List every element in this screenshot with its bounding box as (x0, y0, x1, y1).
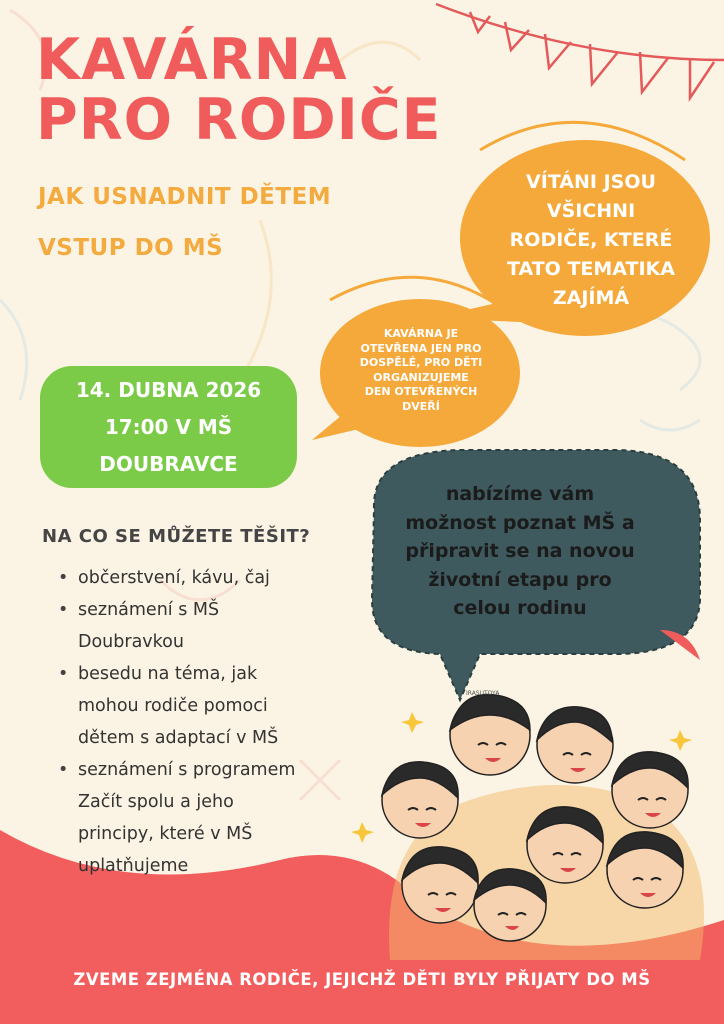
section-heading: NA CO SE MŮŽETE TĚŠIT? (42, 526, 311, 547)
list-item (78, 658, 368, 754)
bubble-line: RODIČE, KTERÉ (509, 229, 673, 251)
bubble-line: DVEŘÍ (402, 399, 440, 413)
offer-bubble-text (370, 480, 670, 623)
list-item-line: seznámení s programem (78, 760, 296, 780)
event-line: 14. DUBNA 2026 (75, 378, 262, 402)
bubble-line: připravit se na novou (405, 540, 635, 562)
subtitle-line: JAK USNADNIT DĚTEM (38, 184, 332, 210)
children-illustration (351, 694, 704, 960)
list-item-line: mohou rodiče pomoci (78, 696, 268, 716)
program-list (56, 562, 368, 882)
list-item-line: občerstvení, kávu, čaj (78, 568, 270, 588)
subtitle-line: VSTUP DO MŠ (38, 235, 224, 261)
bubble-line: DOSPĚLÉ, PRO DĚTI (359, 356, 483, 369)
event-line: 17:00 V MŠ (104, 415, 233, 439)
bubble-line: KAVÁRNA JE (383, 327, 459, 340)
list-item-line: besedu na téma, jak (78, 664, 258, 684)
bubble-line: životní etapu pro (428, 568, 612, 591)
list-item-line: principy, které v MŠ (78, 824, 253, 844)
page-subtitle (38, 172, 331, 274)
list-item-line: Začít spolu a jeho (78, 792, 234, 812)
list-item-line: uplatňujeme (78, 856, 189, 876)
bubble-line: DEN OTEVŘENÝCH (364, 385, 478, 398)
welcome-bubble-text (486, 168, 696, 313)
bubble-line: VŠICHNI (546, 200, 636, 222)
list-item-line: dětem s adaptací v MŠ (78, 728, 279, 748)
illustration-credit: IRASUTOYA (466, 690, 500, 697)
title-line: PRO RODIČE (36, 87, 442, 153)
list-item (78, 754, 368, 882)
bubble-line: VÍTÁNI JSOU (526, 171, 656, 193)
bubble-line: ORGANIZUJEME (373, 370, 469, 384)
list-item-line: Doubravkou (78, 632, 184, 652)
event-line: DOUBRAVCE (99, 452, 238, 476)
list-item-line: seznámení s MŠ (78, 600, 220, 620)
footer-invitation: ZVEME ZEJMÉNA RODIČE, JEJICHŽ DĚTI BYLY PŘIJATY DO MŠ (73, 970, 651, 989)
event-date-text (40, 372, 297, 483)
info-bubble-text (333, 327, 509, 414)
list-item (78, 562, 368, 594)
bubble-line: nabízíme vám (445, 483, 595, 505)
title-line: KAVÁRNA (36, 27, 348, 93)
list-item (78, 594, 368, 658)
bubble-line: TATO TEMATIKA (507, 258, 675, 280)
bubble-line: celou rodinu (453, 597, 587, 619)
bubble-line: možnost poznat MŠ a (405, 511, 635, 534)
bunting-garland (436, 4, 724, 98)
bubble-line: OTEVŘENA JEN PRO (360, 341, 482, 355)
page-title (36, 27, 442, 153)
bubble-line: ZAJÍMÁ (552, 287, 630, 309)
